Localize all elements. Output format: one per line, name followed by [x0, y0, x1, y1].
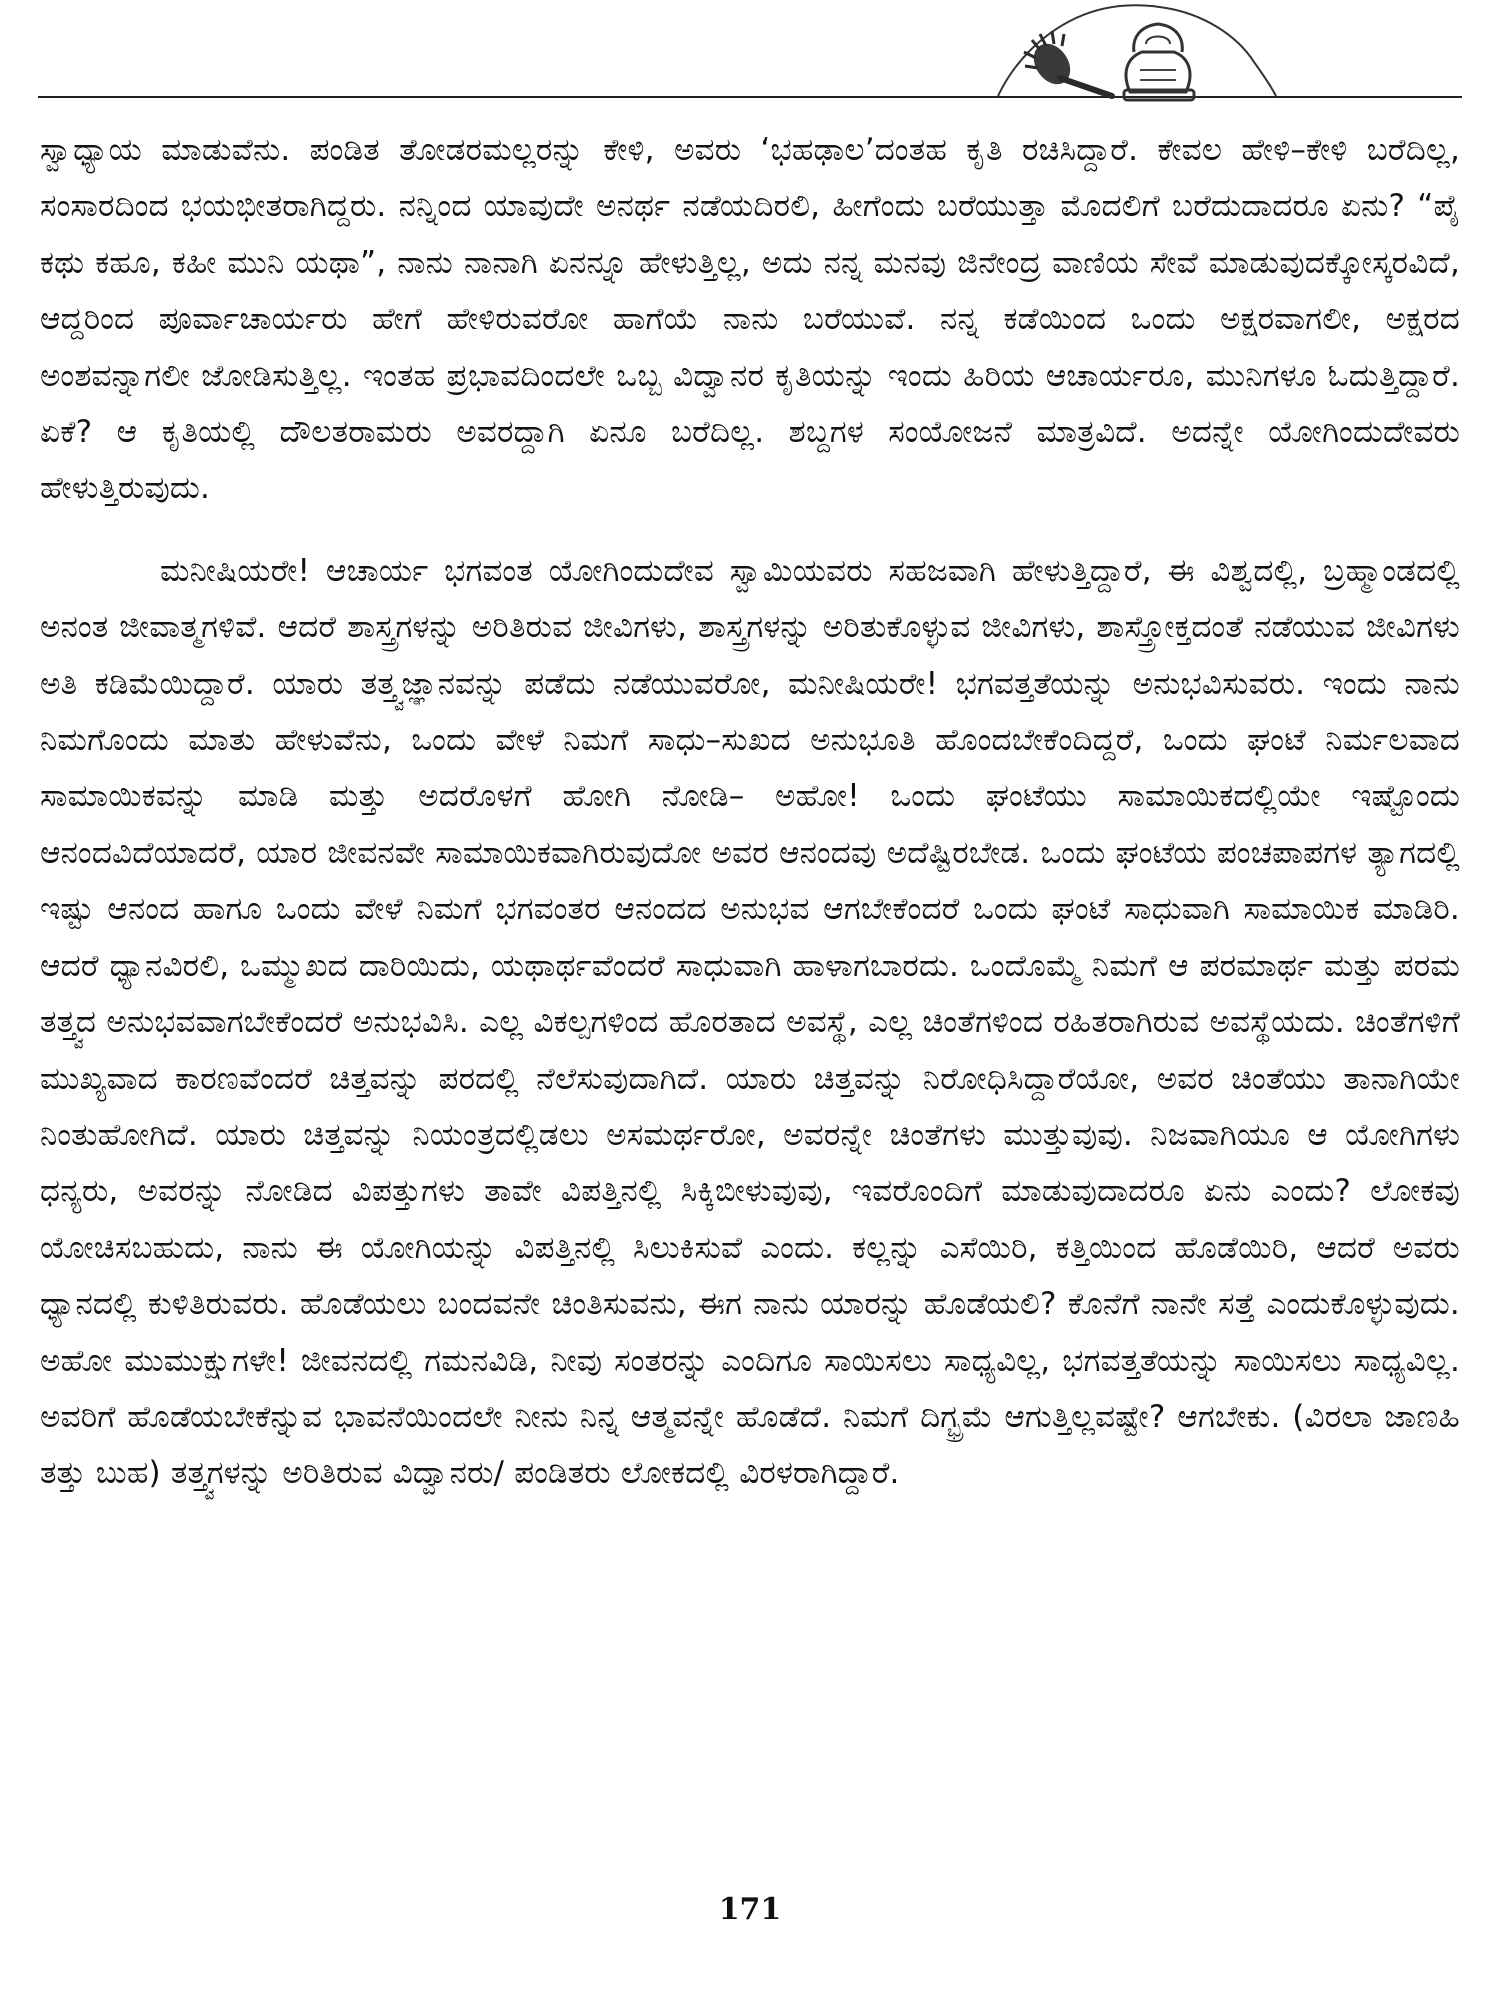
- paragraph-2: ಮನೀಷಿಯರೇ! ಆಚಾರ್ಯ ಭಗವಂತ ಯೋಗಿಂದುದೇವ ಸ್ವಾಮಿಯವರು ಸಹಜವಾಗಿ ಹೇಳುತ್ತಿದ್ದಾರೆ, ಈ ವಿಶ್ವದಲ್ಲಿ, ಬ್ರಹ್ಮಾಂಡದಲ್ಲಿ ಅನಂತ ಜೀವಾತ್ಮಗಳಿವೆ. ಆದರೆ ಶಾಸ್ತ್ರಗಳನ್ನು ಅರಿತಿರುವ ಜೀವಿಗಳು, ಶಾಸ್ತ್ರಗಳನ್ನು ಅರಿತುಕೊಳ್ಳುವ ಜೀವಿಗಳು, ಶಾಸ್ತ್ರೋಕ್ತದಂತೆ ನಡೆಯುವ ಜೀವಿಗಳು ಅತಿ ಕಡಿಮೆಯಿದ್ದಾರೆ. ಯಾರು ತತ್ತ್ವಜ್ಞಾನವನ್ನು ಪಡೆದು ನಡೆಯುವರೋ, ಮನೀಷಿಯರೇ! ಭಗವತ್ತತೆಯನ್ನು ಅನುಭವಿಸುವರು. ಇಂದು ನಾನು ನಿಮಗೊಂದು ಮಾತು ಹೇಳುವೆನು, ಒಂದು ವೇಳೆ ನಿಮಗೆ ಸಾಧು–ಸುಖದ ಅನುಭೂತಿ ಹೊಂದಬೇಕೆಂದಿದ್ದರೆ, ಒಂದು ಘಂಟೆ ನಿರ್ಮಲವಾದ ಸಾಮಾಯಿಕವನ್ನು ಮಾಡಿ ಮತ್ತು ಅದರೊಳಗೆ ಹೋಗಿ ನೋಡಿ– ಅಹೋ! ಒಂದು ಘಂಟೆಯು ಸಾಮಾಯಿಕದಲ್ಲಿಯೇ ಇಷ್ಟೊಂದು ಆನಂದವಿದೆಯಾದರೆ, ಯಾರ ಜೀವನವೇ ಸಾಮಾಯಿಕವಾಗಿರುವುದೋ ಅವರ ಆನಂದವು ಅದೆಷ್ಟಿರಬೇಡ. ಒಂದು ಘಂಟೆಯ ಪಂಚಪಾಪಗಳ ತ್ಯಾಗದಲ್ಲಿ ಇಷ್ಟು ಆನಂದ ಹಾಗೂ ಒಂದು ವೇಳೆ ನಿಮಗೆ ಭಗವಂತರ ಆನಂದದ ಅನುಭವ ಆಗಬೇಕೆಂದರೆ ಒಂದು ಘಂಟೆ ಸಾಧುವಾಗಿ ಸಾಮಾಯಿಕ ಮಾಡಿರಿ. ಆದರೆ ಧ್ಯಾನವಿರಲಿ, ಒಮ್ಮುಖದ ದಾರಿಯಿದು, ಯಥಾರ್ಥವೆಂದರೆ ಸಾಧುವಾಗಿ ಹಾಳಾಗಬಾರದು. ಒಂದೊಮ್ಮೆ ನಿಮಗೆ ಆ ಪರಮಾರ್ಥ ಮತ್ತು ಪರಮ ತತ್ತ್ವದ ಅನುಭವವಾಗಬೇಕೆಂದರೆ ಅನುಭವಿಸಿ. ಎಲ್ಲ ವಿಕಲ್ಪಗಳಿಂದ ಹೊರತಾದ ಅವಸ್ಥೆ, ಎಲ್ಲ ಚಿಂತೆಗಳಿಂದ ರಹಿತರಾಗಿರುವ ಅವಸ್ಥೆಯದು. ಚಿಂತೆಗಳಿಗೆ ಮುಖ್ಯವಾದ ಕಾರಣವೆಂದರೆ ಚಿತ್ತವನ್ನು ಪರದಲ್ಲಿ ನೆಲೆಸುವುದಾಗಿದೆ. ಯಾರು ಚಿತ್ತವನ್ನು ನಿರೋಧಿಸಿದ್ದಾರೆಯೋ, ಅವರ ಚಿಂತೆಯು ತಾನಾಗಿಯೇ ನಿಂತುಹೋಗಿದೆ. ಯಾರು ಚಿತ್ತವನ್ನು ನಿಯಂತ್ರದಲ್ಲಿಡಲು ಅಸಮರ್ಥರೋ, ಅವರನ್ನೇ ಚಿಂತೆಗಳು ಮುತ್ತುವುವು. ನಿಜವಾಗಿಯೂ ಆ ಯೋಗಿಗಳು ಧನ್ಯರು, ಅವರನ್ನು ನೋಡಿದ ವಿಪತ್ತುಗಳು ತಾವೇ ವಿಪತ್ತಿನಲ್ಲಿ ಸಿಕ್ಕಿಬೀಳುವುವು, ಇವರೊಂದಿಗೆ ಮಾಡುವುದಾದರೂ ಏನು ಎಂದು? ಲೋಕವು ಯೋಚಿಸಬಹುದು, ನಾನು ಈ ಯೋಗಿಯನ್ನು ವಿಪತ್ತಿನಲ್ಲಿ ಸಿಲುಕಿಸುವೆ ಎಂದು. ಕಲ್ಲನ್ನು ಎಸೆಯಿರಿ, ಕತ್ತಿಯಿಂದ ಹೊಡೆಯಿರಿ, ಆದರೆ ಅವರು ಧ್ಯಾನದಲ್ಲಿ ಕುಳಿತಿರುವರು. ಹೊಡೆಯಲು ಬಂದವನೇ ಚಿಂತಿಸುವನು, ಈಗ ನಾನು ಯಾರನ್ನು ಹೊಡೆಯಲಿ? ಕೊನೆಗೆ ನಾನೇ ಸತ್ತೆ ಎಂದುಕೊಳ್ಳುವುದು. ಅಹೋ ಮುಮುಕ್ಷುಗಳೇ! ಜೀವನದಲ್ಲಿ ಗಮನವಿಡಿ, ನೀವು ಸಂತರನ್ನು ಎಂದಿಗೂ ಸಾಯಿಸಲು ಸಾಧ್ಯವಿಲ್ಲ, ಭಗವತ್ತತೆಯನ್ನು ಸಾಯಿಸಲು ಸಾಧ್ಯವಿಲ್ಲ. ಅವರಿಗೆ ಹೊಡೆಯಬೇಕೆನ್ನುವ ಭಾವನೆಯಿಂದಲೇ ನೀನು ನಿನ್ನ ಆತ್ಮವನ್ನೇ ಹೊಡೆದೆ. ನಿಮಗೆ ದಿಗ್ಭ್ರಮೆ ಆಗುತ್ತಿಲ್ಲವಷ್ಟೇ? ಆಗಬೇಕು. (ವಿರಲಾ ಜಾಣಹಿ ತತ್ತು ಬುಹ) ತತ್ತ್ವಗಳನ್ನು ಅರಿತಿರುವ ವಿದ್ವಾನರು/ ಪಂಡಿತರು ಲೋಕದಲ್ಲಿ ವಿರಳರಾಗಿದ್ದಾರೆ.: [40, 552, 1460, 1492]
- page-number: 171: [718, 1892, 782, 1927]
- broom-icon: [1024, 31, 1112, 96]
- paragraph-1: ಸ್ವಾಧ್ಯಾಯ ಮಾಡುವೆನು. ಪಂಡಿತ ತೋಡರಮಲ್ಲರನ್ನು ಕೇಳಿ, ಅವರು ‘ಭಹಢಾಲ’ದಂತಹ ಕೃತಿ ರಚಿಸಿದ್ದಾರೆ. ಕೇವಲ ಹೇಳಿ–ಕೇಳಿ ಬರೆದಿಲ್ಲ, ಸಂಸಾರದಿಂದ ಭಯಭೀತರಾಗಿದ್ದರು. ನನ್ನಿಂದ ಯಾವುದೇ ಅನರ್ಥ ನಡೆಯದಿರಲಿ, ಹೀಗೆಂದು ಬರೆಯುತ್ತಾ ಮೊದಲಿಗೆ ಬರೆದುದಾದರೂ ಏನು? “ಪೈ ಕಥು ಕಹೂ, ಕಹೀ ಮುನಿ ಯಥಾ”, ನಾನು ನಾನಾಗಿ ಏನನ್ನೂ ಹೇಳುತ್ತಿಲ್ಲ, ಅದು ನನ್ನ ಮನವು ಜಿನೇಂದ್ರ ವಾಣಿಯ ಸೇವೆ ಮಾಡುವುದಕ್ಕೋಸ್ಕರವಿದೆ, ಆದ್ದರಿಂದ ಪೂರ್ವಾಚಾರ್ಯರು ಹೇಗೆ ಹೇಳಿರುವರೋ ಹಾಗೆಯೆ ನಾನು ಬರೆಯುವೆ. ನನ್ನ ಕಡೆಯಿಂದ ಒಂದು ಅಕ್ಷರವಾಗಲೀ, ಅಕ್ಷರದ ಅಂಶವನ್ನಾಗಲೀ ಜೋಡಿಸುತ್ತಿಲ್ಲ. ಇಂತಹ ಪ್ರಭಾವದಿಂದಲೇ ಒಬ್ಬ ವಿದ್ವಾನರ ಕೃತಿಯನ್ನು ಇಂದು ಹಿರಿಯ ಆಚಾರ್ಯರೂ, ಮುನಿಗಳೂ ಓದುತ್ತಿದ್ದಾರೆ. ಏಕೆ? ಆ ಕೃತಿಯಲ್ಲಿ ದೌಲತರಾಮರು ಅವರದ್ದಾಗಿ ಏನೂ ಬರೆದಿಲ್ಲ. ಶಬ್ದಗಳ ಸಂಯೋಜನೆ ಮಾತ್ರವಿದೆ. ಅದನ್ನೇ ಯೋಗಿಂದುದೇವರು ಹೇಳುತ್ತಿರುವುದು.: [40, 132, 1460, 507]
- kalash-and-broom-icon: [990, 0, 1290, 125]
- page-body: [40, 122, 1460, 1502]
- kalash-icon: [1124, 24, 1194, 100]
